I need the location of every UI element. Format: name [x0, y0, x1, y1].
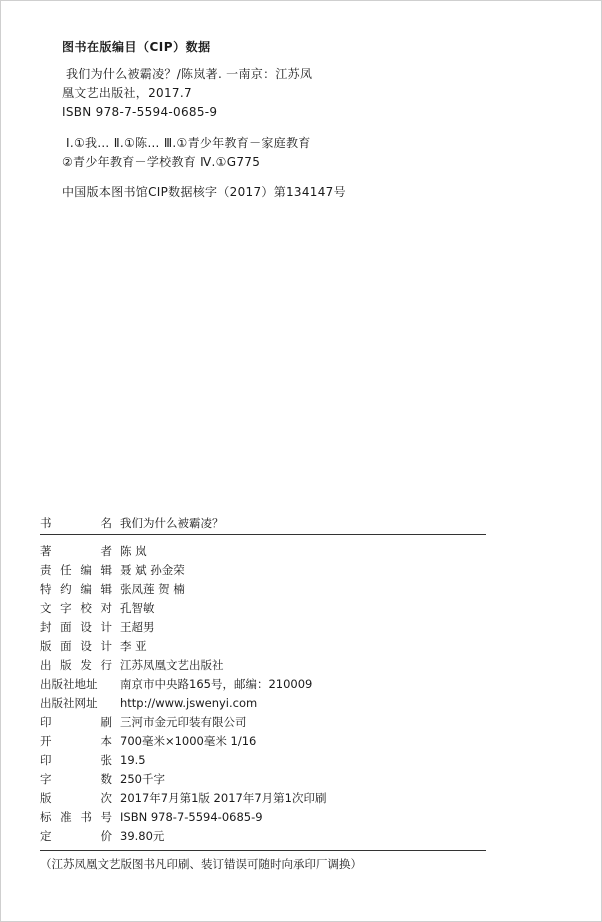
info-label-char: 定	[40, 828, 52, 843]
info-row	[40, 512, 486, 535]
info-value: 2017年7月第1版 2017年7月第1次印刷	[120, 790, 327, 805]
info-label	[40, 657, 112, 673]
info-value: 陈 岚	[120, 543, 147, 558]
info-label-char: 特	[40, 581, 52, 596]
info-label-char: 校	[80, 600, 92, 615]
info-label	[40, 581, 112, 597]
info-label-char: 辑	[100, 581, 112, 596]
cip-desc-line-3: ISBN 978-7-5594-0685-9	[62, 105, 218, 119]
info-label-char: 辑	[100, 562, 112, 577]
info-label-char: 出版社网址	[40, 695, 98, 710]
info-label-char: 书	[40, 516, 52, 530]
info-label-char: 标	[40, 809, 52, 824]
info-label-char: 计	[100, 638, 112, 653]
info-value: ISBN 978-7-5594-0685-9	[120, 809, 263, 824]
info-label-char: 文	[40, 600, 52, 615]
info-value: 南京市中央路165号，邮编：210009	[120, 676, 313, 691]
cip-record-number	[62, 183, 346, 202]
info-label-char: 计	[100, 619, 112, 634]
info-row	[40, 617, 486, 636]
info-label-char: 版	[40, 638, 52, 653]
cip-description	[62, 65, 312, 122]
info-label	[40, 562, 112, 578]
info-value: 聂 斌 孙金荣	[120, 562, 185, 577]
info-label-char: 任	[60, 562, 72, 577]
cip-classification	[62, 134, 311, 172]
info-label	[40, 515, 112, 531]
info-value: 江苏凤凰文艺出版社	[120, 657, 224, 672]
cip-desc-line-2: 凰文艺出版社，2017.7	[62, 86, 192, 100]
info-row	[40, 674, 486, 693]
info-label-char: 约	[60, 581, 72, 596]
info-value: 39.80元	[120, 828, 165, 843]
info-label	[40, 619, 112, 635]
info-label	[40, 752, 112, 768]
info-label-char: 准	[60, 809, 72, 824]
info-label-char: 张	[100, 752, 112, 767]
info-label	[40, 828, 112, 844]
info-label-char: 数	[100, 771, 112, 786]
info-row	[40, 788, 486, 807]
publication-info-table	[40, 512, 486, 845]
info-row	[40, 560, 486, 579]
info-label-char: 次	[100, 790, 112, 805]
info-label	[40, 676, 112, 692]
info-label-char: 开	[40, 733, 52, 748]
info-label-char: 著	[40, 543, 52, 558]
info-label-char: 书	[80, 809, 92, 824]
footer-note: （江苏凤凰文艺版图书凡印刷、装订错误可随时向承印厂调换）	[40, 857, 362, 871]
info-label	[40, 790, 112, 806]
info-label-char: 者	[100, 543, 112, 558]
info-row	[40, 541, 486, 560]
info-label-char: 名	[100, 516, 112, 530]
info-value: 王超男	[120, 619, 155, 634]
info-label-char: 本	[100, 733, 112, 748]
info-row	[40, 579, 486, 598]
info-row	[40, 731, 486, 750]
info-row	[40, 655, 486, 674]
info-label	[40, 543, 112, 559]
info-value: 孔智敏	[120, 600, 155, 615]
info-label-char: 出版社地址	[40, 676, 98, 691]
info-value: 我们为什么被霸凌？	[120, 516, 224, 530]
info-row	[40, 636, 486, 655]
info-value: http://www.jswenyi.com	[120, 695, 258, 710]
info-label	[40, 771, 112, 787]
info-label	[40, 600, 112, 616]
info-label-char: 印	[40, 752, 52, 767]
info-label-char: 字	[40, 771, 52, 786]
info-row	[40, 807, 486, 826]
info-label-char: 版	[40, 790, 52, 805]
info-label	[40, 733, 112, 749]
info-value: 250千字	[120, 771, 165, 786]
info-value: 李 亚	[120, 638, 147, 653]
cip-desc-line-1: 我们为什么被霸凌？/陈岚著. 一南京：江苏凤	[66, 67, 313, 81]
info-row	[40, 769, 486, 788]
info-label	[40, 638, 112, 654]
info-label-char: 责	[40, 562, 52, 577]
info-label-char: 号	[100, 809, 112, 824]
info-label-char: 设	[80, 619, 92, 634]
cip-heading: 图书在版编目（CIP）数据	[62, 40, 211, 54]
cip-class-line-1: Ⅰ.①我… Ⅱ.①陈… Ⅲ.①青少年教育－家庭教育	[66, 136, 311, 150]
info-label-char: 封	[40, 619, 52, 634]
bottom-rule	[40, 850, 486, 851]
info-label-char: 印	[40, 714, 52, 729]
info-label-char: 刷	[100, 714, 112, 729]
info-label-char: 字	[60, 600, 72, 615]
info-label-char: 行	[100, 657, 112, 672]
cip-number-line: 中国版本图书馆CIP数据核字（2017）第134147号	[62, 185, 346, 199]
info-row	[40, 598, 486, 617]
cip-class-line-2: ②青少年教育－学校教育 Ⅳ.①G775	[62, 155, 261, 169]
info-label	[40, 714, 112, 730]
info-row	[40, 750, 486, 769]
info-row	[40, 712, 486, 731]
info-label	[40, 695, 112, 711]
info-value: 19.5	[120, 752, 146, 767]
info-label	[40, 809, 112, 825]
info-value: 三河市金元印装有限公司	[120, 714, 247, 729]
info-label-char: 价	[100, 828, 112, 843]
info-label-char: 出	[40, 657, 52, 672]
info-label-char: 编	[80, 562, 92, 577]
info-label-char: 对	[100, 600, 112, 615]
info-row	[40, 826, 486, 845]
info-row	[40, 693, 486, 712]
info-label-char: 面	[60, 619, 72, 634]
info-value: 700毫米×1000毫米 1/16	[120, 733, 257, 748]
info-label-char: 发	[80, 657, 92, 672]
info-label-char: 设	[80, 638, 92, 653]
info-label-char: 面	[60, 638, 72, 653]
info-label-char: 编	[80, 581, 92, 596]
info-value: 张凤莲 贺 楠	[120, 581, 185, 596]
info-label-char: 版	[60, 657, 72, 672]
